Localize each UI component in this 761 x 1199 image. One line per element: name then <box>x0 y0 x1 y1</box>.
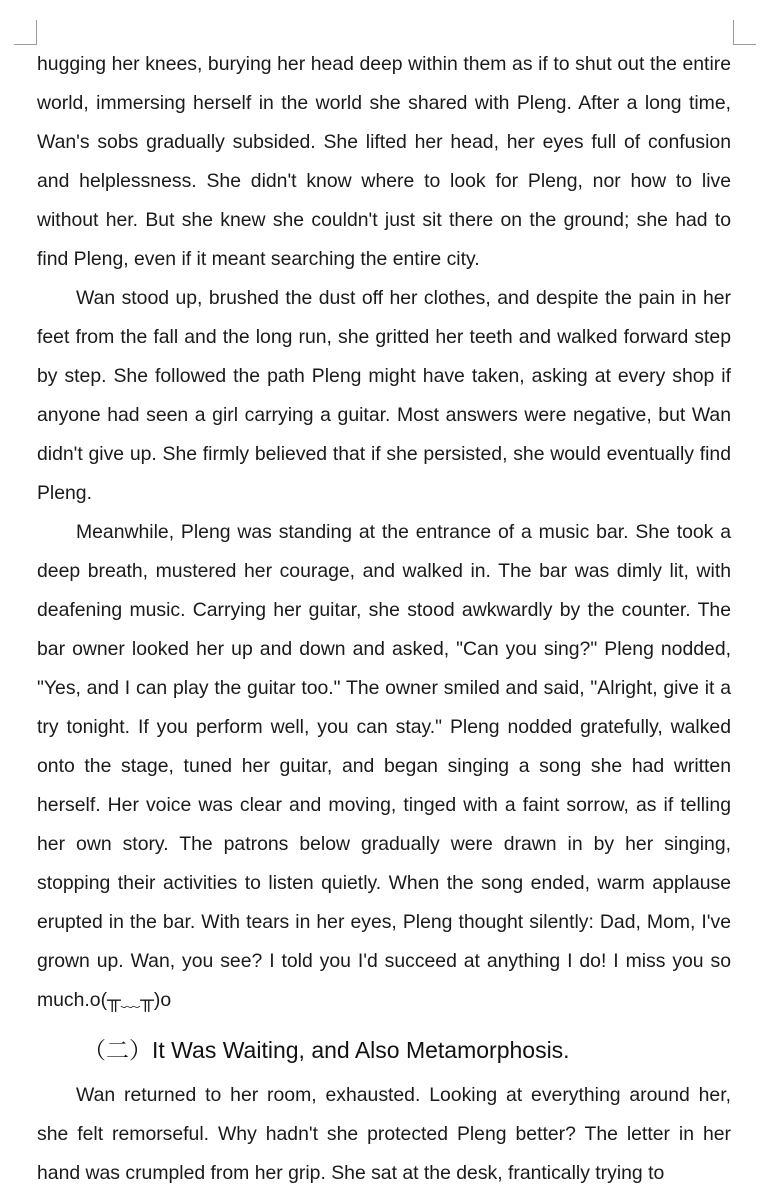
paragraph-1[interactable]: hugging her knees, burying her head deep within them as if to shut out the entire world, immersing herself in the world she shared with Pleng. After a long time, Wan's sobs gradually subsided. She lifted her head, her eyes full of confusion and helplessness. She didn't know where to look for Pleng, nor how to live without her. But she knew she couldn't just sit there on the ground; she had to find Pleng, even if it meant searching the entire city. <box>37 53 731 270</box>
section-heading[interactable]: （二）It Was Waiting, and Also Metamorphosis. <box>83 1037 570 1063</box>
paragraph-2[interactable]: Wan stood up, brushed the dust off her clothes, and despite the pain in her feet from the fall and the long run, she gritted her teeth and walked forward step by step. She followed the path Pleng might have taken, asking at every shop if anyone had seen a girl carrying a guitar. Most answers were negative, but Wan didn't give up. She firmly believed that if she persisted, she would eventually find Pleng. <box>37 287 731 504</box>
paragraph-4[interactable]: Wan returned to her room, exhausted. Looking at everything around her, she felt remorseful. Why hadn't she protected Pleng better? The letter in her hand was crumpled from her grip. She sat at the desk, frantically trying to <box>37 1084 731 1184</box>
top-left-margin-mark <box>14 20 37 45</box>
paragraph-3[interactable]: Meanwhile, Pleng was standing at the entrance of a music bar. She took a deep breath, mustered her courage, and walked in. The bar was dimly lit, with deafening music. Carrying her guitar, she stood awkwardly by the counter. The bar owner looked her up and down and asked, "Can you sing?" Pleng nodded, "Yes, and I can play the guitar too." The owner smiled and said, "Alright, give it a try tonight. If you perform well, you can stay." Pleng nodded gratefully, walked onto the stage, tuned her guitar, and began singing a song she had written herself. Her voice was clear and moving, tinged with a faint sorrow, as if telling her own story. The patrons below gradually were drawn in by her singing, stopping their activities to listen quietly. When the song ended, warm applause erupted in the bar. With tears in her eyes, Pleng thought silently: Dad, Mom, I've grown up. Wan, you see? I told you I'd succeed at anything I do! I miss you so much.o(╥﹏╥)o <box>37 521 731 1011</box>
document-body[interactable] <box>37 45 731 1193</box>
top-right-margin-mark <box>733 20 756 45</box>
